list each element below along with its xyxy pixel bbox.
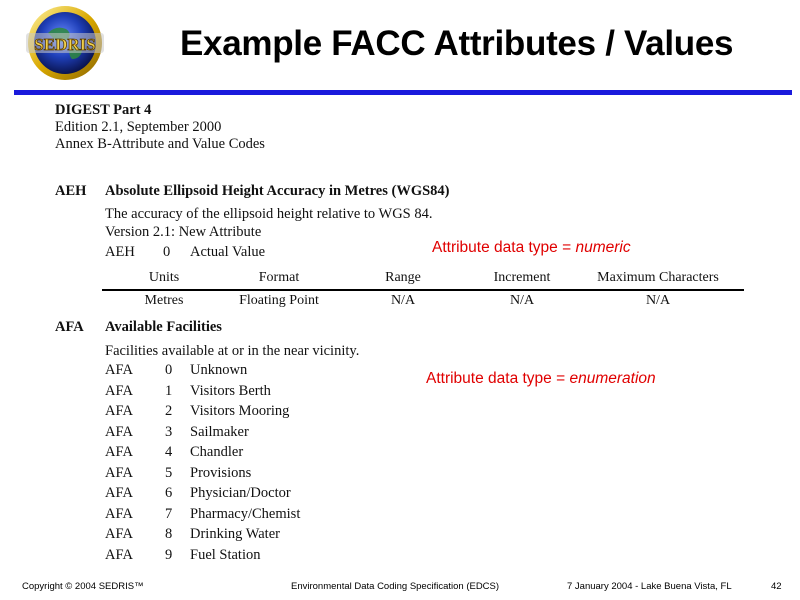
aeh-description: The accuracy of the ellipsoid height relative to WGS 84.	[105, 206, 433, 222]
annotation-type: numeric	[575, 239, 631, 256]
document-header	[55, 102, 265, 153]
footer-page-number: 42	[771, 581, 782, 592]
value-code: AFA	[105, 444, 133, 460]
header-format: Format	[258, 270, 300, 285]
header-units: Units	[148, 270, 180, 285]
cell-format: Floating Point	[239, 293, 319, 308]
aeh-version: Version 2.1: New Attribute	[105, 224, 262, 240]
value-code: AFA	[105, 403, 133, 419]
footer-copyright: Copyright © 2004 SEDRIS™	[22, 581, 144, 592]
cell-max-characters: N/A	[645, 293, 671, 308]
doc-annex: Annex B-Attribute and Value Codes	[55, 136, 265, 152]
value-code: AFA	[105, 382, 133, 399]
value-label: Sailmaker	[190, 423, 249, 440]
value-code: AFA	[105, 526, 133, 542]
value-number: 0	[165, 362, 173, 378]
value-number: 4	[165, 444, 173, 460]
value-code: AFA	[105, 505, 133, 522]
annotation-type: enumeration	[569, 370, 656, 387]
table-rule	[102, 289, 744, 291]
value-label: Unknown	[190, 362, 248, 378]
value-label: Drinking Water	[190, 526, 280, 542]
annotation-prefix: Attribute data type =	[432, 239, 576, 256]
logo-text: SEDRIS	[34, 35, 96, 54]
header-range: Range	[385, 270, 421, 285]
value-label: Pharmacy/Chemist	[190, 505, 301, 522]
value-label: Chandler	[190, 444, 244, 460]
value-label: Fuel Station	[190, 546, 261, 563]
afa-code: AFA	[55, 319, 84, 335]
value-number: 1	[165, 382, 173, 399]
aeh-description-block	[105, 205, 433, 241]
numeric-annotation	[432, 239, 631, 257]
cell-increment: N/A	[509, 293, 535, 308]
value-label: Visitors Mooring	[190, 403, 290, 419]
value-code: AEH	[105, 244, 135, 260]
footer-date-location: 7 January 2004 - Lake Buena Vista, FL	[567, 581, 732, 592]
doc-part: DIGEST Part 4	[55, 102, 152, 118]
value-number: 2	[165, 403, 173, 419]
value-number: 8	[165, 526, 173, 542]
value-number: 9	[165, 546, 173, 563]
cell-units: Metres	[144, 293, 184, 308]
sedris-logo	[20, 3, 110, 83]
aeh-attribute-table	[102, 270, 744, 311]
afa-title: Available Facilities	[105, 319, 222, 335]
afa-description: Facilities available at or in the near vicinity.	[105, 343, 360, 359]
table-header-row	[102, 270, 744, 288]
value-code: AFA	[105, 485, 133, 501]
value-code: AFA	[105, 546, 133, 563]
value-label: Physician/Doctor	[190, 485, 291, 501]
footer-center-title: Environmental Data Coding Specification (EDCS)	[291, 581, 500, 592]
value-code: AFA	[105, 464, 133, 481]
value-number: 3	[165, 423, 173, 440]
value-number: 6	[165, 485, 173, 501]
value-code: AFA	[105, 362, 133, 378]
header-max-characters: Maximum Characters	[597, 270, 719, 285]
header-increment: Increment	[493, 270, 551, 285]
annotation-prefix: Attribute data type =	[426, 370, 570, 387]
doc-edition: Edition 2.1, September 2000	[55, 119, 222, 135]
value-number: 5	[165, 464, 173, 481]
value-label: Provisions	[190, 464, 252, 481]
slide-title: Example FACC Attributes / Values	[180, 24, 734, 63]
enumeration-annotation	[426, 370, 656, 388]
cell-range: N/A	[390, 293, 416, 308]
value-number: 7	[165, 505, 173, 522]
value-label: Actual Value	[190, 244, 266, 260]
title-divider	[14, 90, 792, 95]
aeh-title: Absolute Ellipsoid Height Accuracy in Metres (WGS84)	[105, 183, 450, 199]
value-label: Visitors Berth	[190, 382, 271, 399]
value-number: 0	[163, 244, 171, 260]
table-row	[102, 293, 744, 311]
value-code: AFA	[105, 423, 133, 440]
aeh-code: AEH	[55, 183, 87, 199]
